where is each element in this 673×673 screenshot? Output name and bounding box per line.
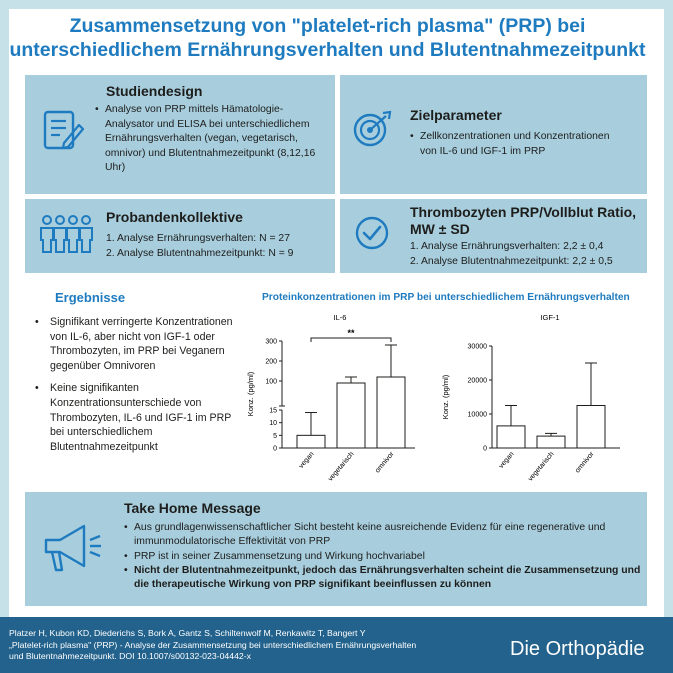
zielparameter-heading: Zielparameter — [410, 107, 502, 123]
checkmark-circle-icon — [353, 214, 391, 252]
citation — [9, 628, 499, 663]
il6-tick-label: 0 — [273, 445, 277, 453]
il6-tick-label: 100 — [265, 378, 277, 386]
document-pen-icon — [42, 107, 86, 155]
ergebnisse-bullet-2: • Keine signifikanten Konzentrationsunterschiede von Thrombozyten, IL-6 und IGF-1 im PRP bei unterschiedlichem Blutentnahmezeitpunkt — [35, 381, 240, 454]
il6-significance-label: ** — [347, 328, 355, 338]
thrombozyten-line-1: 1. Analyse Ernährungsverhalten: 2,2 ± 0,4 — [410, 241, 604, 252]
il6-chart-title: IL-6 — [333, 313, 347, 322]
title-line-2: unterschiedlichem Ernährungsverhalten und Blutentnahmezeitpunkt — [9, 39, 646, 61]
journal-logo: Die Orthopädie — [510, 638, 645, 660]
probanden-line-1: 1. Analyse Ernährungsverhalten: N = 27 — [106, 233, 290, 244]
ergebnisse-heading: Ergebnisse — [55, 290, 126, 305]
people-group-icon — [38, 214, 94, 254]
takehome-bullet-1: • Aus grundlagenwissenschaftlicher Sicht besteht keine ausreichende Evidenz für eine regenerative und immunmodulatorische Effektivität von PRP — [124, 521, 644, 550]
probanden-lines — [106, 232, 331, 261]
il6-bar — [337, 383, 365, 448]
citation-line-2: „Platelet-rich plasma" (PRP) - Analyse der Zusammensetzung bei unterschiedlichem Ernährungsverhalten — [9, 639, 417, 650]
igf1-tick-label: 20000 — [467, 377, 487, 385]
zielparameter-bullet: • Zellkonzentrationen und Konzentrationen von IL-6 und IGF-1 im PRP — [410, 130, 625, 159]
igf1-category-label: vegetarisch — [527, 450, 556, 483]
takehome-heading: Take Home Message — [124, 500, 261, 516]
il6-significance-bracket — [311, 338, 391, 342]
takehome-bullet-2: • PRP ist in seiner Zusammensetzung und Wirkung hochvariabel — [124, 550, 644, 564]
il6-tick-label: 10 — [269, 420, 277, 428]
studiendesign-bullet: • Analyse von PRP mittels Hämatologie-Analysator und ELISA bei unterschiedlichem Ernährungsverhalten (vegan, vegetarisch, omnivor) und Blutentnahmezeitpunkt (8,12,16 Uhr) — [95, 103, 330, 176]
thrombozyten-heading — [410, 204, 636, 238]
takehome-bullet-3: • Nicht der Blutentnahmezeitpunkt, jedoch das Ernährungsverhalten scheint die Zusammensetzung und die therapeutische Wirkung von PRP signifikant beeinflussen zu können — [124, 564, 644, 593]
igf1-bar — [497, 426, 525, 448]
igf1-chart — [440, 308, 645, 488]
title-line-1: Zusammensetzung von "platelet-rich plasma" (PRP) bei — [69, 15, 586, 37]
il6-category-label: vegan — [297, 450, 316, 470]
il6-category-label: vegetarisch — [327, 450, 356, 483]
il6-category-label: omnivor — [374, 450, 396, 475]
il6-tick-label: 5 — [273, 432, 277, 440]
igf1-tick-label: 30000 — [467, 343, 487, 351]
ergebnisse-bullet-1: • Signifikant verringerte Konzentrationen von IL-6, aber nicht von IGF-1 oder Thrombozyten, im PRP bei Veganern gegenüber Omnivoren — [35, 315, 240, 373]
probanden-heading: Probandenkollektive — [106, 209, 243, 225]
igf1-chart-title: IGF-1 — [540, 313, 560, 322]
il6-y-axis-label: Konz. (pg/ml) — [246, 371, 255, 417]
igf1-bar — [577, 406, 605, 449]
thrombozyten-heading-line-1: Thrombozyten PRP/Vollblut Ratio, — [410, 204, 637, 220]
il6-tick-label: 15 — [269, 407, 277, 415]
studiendesign-heading: Studiendesign — [106, 83, 203, 99]
il6-tick-label: 300 — [265, 338, 277, 346]
igf1-y-axis-label: Konz. (pg/ml) — [441, 374, 450, 420]
chart-section-title: Proteinkonzentrationen im PRP bei unterschiedlichem Ernährungsverhalten — [262, 292, 630, 303]
ergebnisse-list — [35, 315, 240, 462]
megaphone-icon — [40, 520, 106, 578]
takehome-list — [124, 521, 644, 592]
igf1-tick-label: 0 — [483, 445, 487, 453]
citation-line-3: und Blutentnahmezeitpunkt. DOI 10.1007/s00132-023-04442-x — [9, 651, 251, 662]
igf1-bar — [537, 436, 565, 448]
probanden-line-2: 2. Analyse Blutentnahmezeitpunkt: N = 9 — [106, 247, 294, 259]
il6-chart — [245, 308, 445, 488]
studiendesign-list — [95, 103, 330, 176]
zielparameter-list — [410, 130, 625, 159]
il6-bar — [377, 377, 405, 448]
igf1-category-label: vegan — [497, 450, 516, 470]
thrombozyten-heading-line-2: MW ± SD — [410, 221, 470, 237]
thrombozyten-line-2: 2. Analyse Blutentnahmezeitpunkt: 2,2 ± 0,5 — [410, 255, 613, 267]
target-arrow-icon — [350, 110, 394, 150]
page-title — [0, 14, 655, 62]
il6-tick-label: 200 — [265, 358, 277, 366]
igf1-category-label: omnivor — [574, 450, 596, 475]
citation-line-1: Platzer H, Kubon KD, Diederichs S, Bork A, Gantz S, Schiltenwolf M, Renkawitz T, Bangert Y — [9, 628, 366, 638]
igf1-tick-label: 10000 — [467, 411, 487, 419]
il6-bar — [297, 435, 325, 448]
thrombozyten-lines — [410, 240, 645, 269]
